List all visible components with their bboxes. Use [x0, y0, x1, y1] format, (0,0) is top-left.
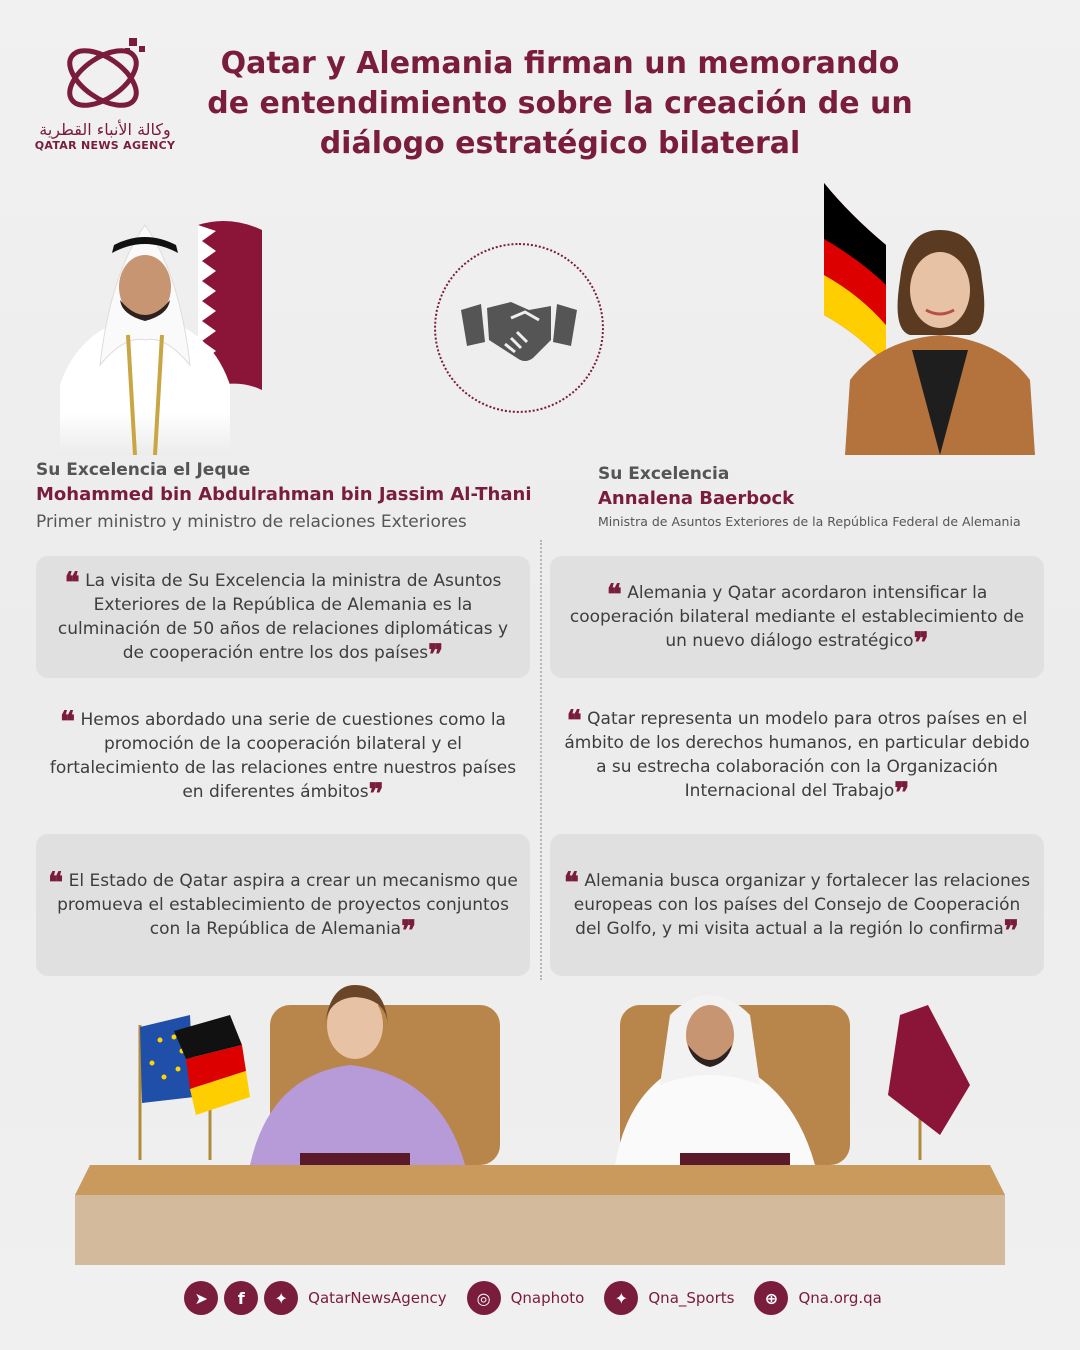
qna-logo	[30, 32, 180, 152]
left-honorific: Su Excelencia el Jeque	[36, 460, 251, 480]
quote-left-2	[36, 696, 530, 816]
instagram-icon[interactable]: ◎	[467, 1281, 501, 1315]
handshake-icon	[459, 288, 579, 368]
signing-ceremony-photo	[70, 985, 1010, 1265]
open-quote-icon: ❝	[566, 704, 582, 737]
open-quote-icon: ❝	[64, 566, 80, 599]
quote-right-3	[550, 834, 1044, 976]
portrait-german-minister	[840, 220, 1040, 455]
portrait-qatar-minister	[40, 215, 250, 455]
left-person-block	[36, 458, 556, 536]
close-quote-icon: ❞	[894, 776, 910, 809]
close-quote-icon: ❞	[1003, 914, 1019, 947]
close-quote-icon: ❞	[401, 914, 417, 947]
left-role: Primer ministro y ministro de relaciones Exteriores	[36, 512, 467, 532]
quote-right-2	[550, 694, 1044, 816]
social-handle-sports[interactable]: Qna_Sports	[648, 1289, 735, 1307]
logo-english-text: QATAR NEWS AGENCY	[34, 139, 176, 152]
handshake-circle	[434, 243, 604, 413]
quote-text: El Estado de Qatar aspira a crear un mecanismo que promueva el establecimiento de proyectos conjuntos con la República de Alemania	[57, 871, 518, 939]
quote-text: Qatar representa un modelo para otros países en el ámbito de los derechos humanos, en particular debido a su estrecha colaboración con la Organización Internacional del Trabajo	[564, 709, 1030, 801]
quote-left-1	[36, 556, 530, 678]
open-quote-icon: ❝	[563, 866, 579, 899]
close-quote-icon: ❞	[913, 626, 929, 659]
qna-logo-mark-icon	[55, 32, 155, 118]
close-quote-icon: ❞	[368, 777, 384, 810]
left-name: Mohammed bin Abdulrahman bin Jassim Al-Thani	[36, 484, 532, 505]
open-quote-icon: ❝	[48, 866, 64, 899]
close-quote-icon: ❞	[428, 638, 444, 671]
right-name: Annalena Baerbock	[598, 488, 795, 509]
quote-text: Alemania y Qatar acordaron intensificar la cooperación bilateral mediante el establecimiento de un nuevo diálogo estratégico	[569, 583, 1025, 651]
quote-text: Alemania busca organizar y fortalecer las relaciones europeas con los países del Consejo de Cooperación del Golfo, y mi visita actual a la región lo confirma	[573, 871, 1031, 939]
facebook-icon[interactable]: f	[224, 1281, 258, 1315]
logo-arabic-text: وكالة الأنباء القطرية	[39, 120, 171, 139]
quote-left-3	[36, 834, 530, 976]
website-link[interactable]: Qna.org.qa	[798, 1289, 882, 1307]
twitter-icon[interactable]: ✦	[264, 1281, 298, 1315]
social-handle-instagram[interactable]: Qnaphoto	[510, 1289, 585, 1307]
right-role: Ministra de Asuntos Exteriores de la República Federal de Alemania	[598, 514, 1021, 529]
open-quote-icon: ❝	[606, 578, 622, 611]
social-bar	[0, 1276, 1080, 1320]
quote-text: La visita de Su Excelencia la ministra de Asuntos Exteriores de la República de Alemania es la culminación de 50 años de relaciones diplomáticas y de cooperación entre los dos países	[57, 571, 509, 663]
quote-text: Hemos abordado una serie de cuestiones como la promoción de la cooperación bilateral y el fortalecimiento de las relaciones entre nuestros países en diferentes ámbitos	[49, 710, 517, 802]
page-title: Qatar y Alemania firman un memorando de entendimiento sobre la creación de un diálogo estratégico bilateral	[207, 46, 913, 161]
quote-right-1	[550, 556, 1044, 678]
right-honorific: Su Excelencia	[598, 464, 730, 484]
social-handle-main[interactable]: QatarNewsAgency	[308, 1289, 447, 1307]
telegram-icon[interactable]: ➤	[184, 1281, 218, 1315]
column-divider	[540, 540, 542, 980]
open-quote-icon: ❝	[60, 705, 76, 738]
twitter-sports-icon[interactable]: ✦	[604, 1281, 638, 1315]
globe-icon[interactable]: ⊕	[754, 1281, 788, 1315]
right-person-block	[598, 462, 1058, 532]
